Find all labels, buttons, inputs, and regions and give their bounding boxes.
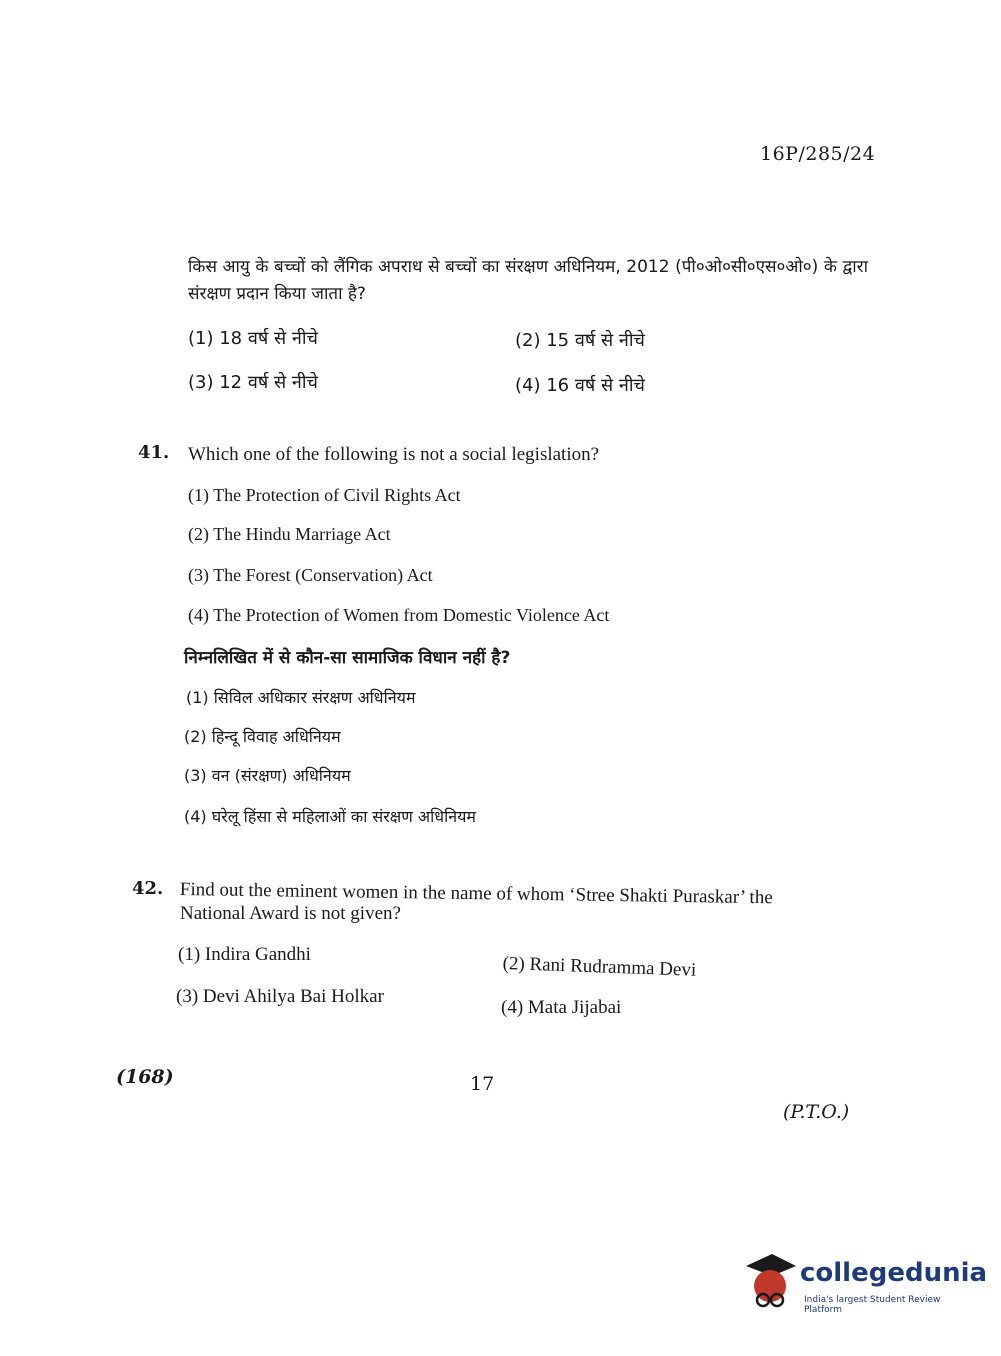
logo-name: collegedunia [800,1258,988,1288]
pto-label: (P.T.O.) [783,1101,850,1123]
q42-text-line1: Find out the eminent women in the name of whom ‘Stree Shakti Puraskar’ the [179,879,773,909]
q42-option-3: (3) Devi Ahilya Bai Holkar [176,986,384,1007]
q41-option-2: (2) The Hindu Marriage Act [188,524,391,544]
q41-option-3-hindi: (3) वन (संरक्षण) अधिनियम [184,766,351,785]
q41-option-1: (1) The Protection of Civil Rights Act [188,485,461,505]
q41-text-hindi: निम्नलिखित में से कौन-सा सामाजिक विधान नहीं है? [184,648,511,668]
page-number: 17 [470,1073,495,1095]
q41-option-4-hindi: (4) घरेलू हिंसा से महिलाओं का संरक्षण अधिनियम [184,807,476,826]
footer-code: (168) [116,1066,174,1088]
q40-option-2: (2) 15 वर्ष से नीचे [515,330,645,351]
q40-option-4: (4) 16 वर्ष से नीचे [515,375,645,396]
q42-number: 42. [132,878,164,899]
q40-option-3: (3) 12 वर्ष से नीचे [188,372,318,393]
q41-option-1-hindi: (1) सिविल अधिकार संरक्षण अधिनियम [186,688,416,707]
logo-tagline: India's largest Student Review Platform [804,1295,941,1315]
q42-text-line2: National Award is not given? [180,903,401,924]
q41-text: Which one of the following is not a social legislation? [188,444,600,465]
q41-option-3: (3) The Forest (Conservation) Act [188,565,433,585]
q40-text-hindi: किस आयु के बच्चों को लैंगिक अपराध से बच्चों का संरक्षण अधिनियम, 2012 (पी०ओ०सी०एस०ओ०) के द्वारा संरक्षण प्रदान किया जाता है? [188,257,868,304]
q42-option-4: (4) Mata Jijabai [501,997,622,1018]
collegedunia-logo [742,1250,988,1320]
paper-code: 16P/285/24 [760,143,876,165]
q42-option-2: (2) Rani Rudramma Devi [502,953,697,981]
mascot-icon [742,1250,798,1312]
q42-option-1: (1) Indira Gandhi [178,944,311,965]
q41-number: 41. [138,442,170,463]
q41-option-2-hindi: (2) हिन्दू विवाह अधिनियम [184,727,341,746]
q40-option-1: (1) 18 वर्ष से नीचे [188,328,318,349]
q41-option-4: (4) The Protection of Women from Domestic Violence Act [188,605,610,625]
